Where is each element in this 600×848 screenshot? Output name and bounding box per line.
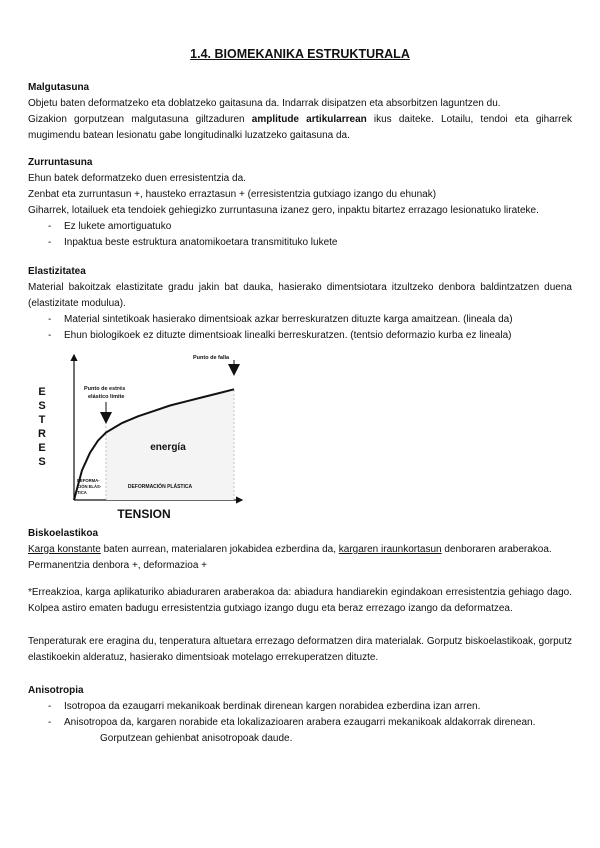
list-item: - Ez lukete amortiguatuko (28, 219, 572, 235)
y-axis-label-letter: S (38, 456, 46, 468)
paragraph: Material bakoitzak elastizitate gradu jakin bat dauka, hasierako dimentsiotara itzultzeko denbora baldintzatzen duena (elastizitate modulua). (28, 282, 572, 309)
section-heading: Zurruntasuna (28, 157, 93, 168)
elastic-region-label: CIÓN ELÁS- (77, 484, 102, 489)
paragraph: Permanentzia denbora +, deformazioa + (28, 560, 207, 571)
list-item: - Ehun biologikoek ez dituzte dimentsioak linealki berreskuratzen. (tentsio deformazio kurba ez lineala) (28, 328, 572, 344)
list-item: - Isotropoa da ezaugarri mekanikoak berdinak direnean kargen norabidea ezberdina izan arren. (28, 699, 572, 715)
y-axis-label-letter: T (38, 414, 46, 426)
elastic-region-label: DEFORMA- (77, 478, 100, 483)
underlined-term: kargaren iraunkortasun (338, 544, 442, 555)
plastic-region-label: DEFORMACIÓN PLÁSTICA (127, 484, 193, 490)
section-heading: Biskoelastikoa (28, 528, 99, 539)
energy-label: energía (150, 442, 186, 453)
elastic-limit-label: elástico límite (88, 394, 125, 400)
paragraph: Ehun batek deformatzeko duen erresistentzia da. (28, 173, 246, 184)
y-axis-label-letter: R (38, 428, 46, 440)
x-axis-label: TENSION (117, 507, 171, 521)
section-zurruntasuna (28, 155, 572, 251)
section-heading: Malgutasuna (28, 82, 90, 93)
elastic-region-label: TICA (77, 490, 87, 495)
failure-label: Punto de falla (193, 355, 230, 361)
bold-term: amplitude artikularrean (251, 114, 367, 125)
section-malgutasuna (28, 80, 572, 144)
section-elastizitatea (28, 264, 572, 344)
section-biskoelastikoa (28, 526, 572, 574)
underlined-term: Karga konstante (28, 544, 101, 555)
paragraph-reaction: *Erreakzioa, karga aplikaturiko abiaduraren araberakoa da: abiadura handiarekin egindakoan erresistentzia gehiago dago. Kolpea astiro ematen badugu erresistentzia gutxiago izango dugu eta beraz errezago izango da deformatzea. (28, 587, 572, 614)
paragraph: Zenbat eta zurruntasun +, hausteko erraztasun + (erresistentzia gutxiago izango du ehunak) (28, 189, 437, 200)
section-anisotropia (28, 683, 572, 747)
note: Gorputzean gehienbat anisotropoak daude. (100, 733, 293, 744)
elastic-limit-label: Punto de estrés (84, 386, 126, 392)
section-heading: Anisotropia (28, 685, 84, 696)
list-item: - Inpaktua beste estruktura anatomikoetara transmitituko lukete (28, 235, 572, 251)
paragraph: Giharrek, lotailuek eta tendoiek gehiegizko zurruntasuna izanez gero, inpaktu bitartez errazago lesionatuko lirateke. (28, 205, 539, 216)
paragraph: Gizakion gorputzean malgutasuna giltzaduren amplitude artikularrean ikus daiteke. Lotailu, tendoi eta giharrek mugimendu batean lesionatu gabe longitudinalki luzatzeko gaitasuna da. (28, 114, 573, 141)
stress-strain-chart (28, 350, 248, 525)
list-item: - Anisotropoa da, kargaren norabide eta lokalizazioaren arabera ezaugarri mekanikoak aldakorrak direnean. (28, 715, 572, 731)
y-axis-label-letter: E (38, 442, 46, 454)
page-title: 1.4. BIOMEKANIKA ESTRUKTURALA (190, 47, 410, 61)
section-heading: Elastizitatea (28, 266, 86, 277)
y-axis-label-letter: S (38, 400, 46, 412)
paragraph: Karga konstante baten aurrean, materialaren jokabidea ezberdina da, kargaren iraunkortasun denboraren araberakoa. (28, 544, 552, 555)
paragraph: Objetu baten deformatzeko eta doblatzeko gaitasuna da. Indarrak disipatzen eta absorbitzen laguntzen du. (28, 98, 501, 109)
paragraph-temperature: Tenperaturak ere eragina du, tenperatura altuetara errezago deformatzen dira materialak. Gorputz biskoelastikoak, gorputz elastikoekin alderatuz, hasierako dimentsioak motelago errekuperatzen dituzte. (28, 636, 572, 663)
list-item: - Material sintetikoak hasierako dimentsioak azkar berreskuratzen dituzte karga amaitzean. (lineala da) (28, 312, 572, 328)
y-axis-label-letter: E (38, 386, 46, 398)
